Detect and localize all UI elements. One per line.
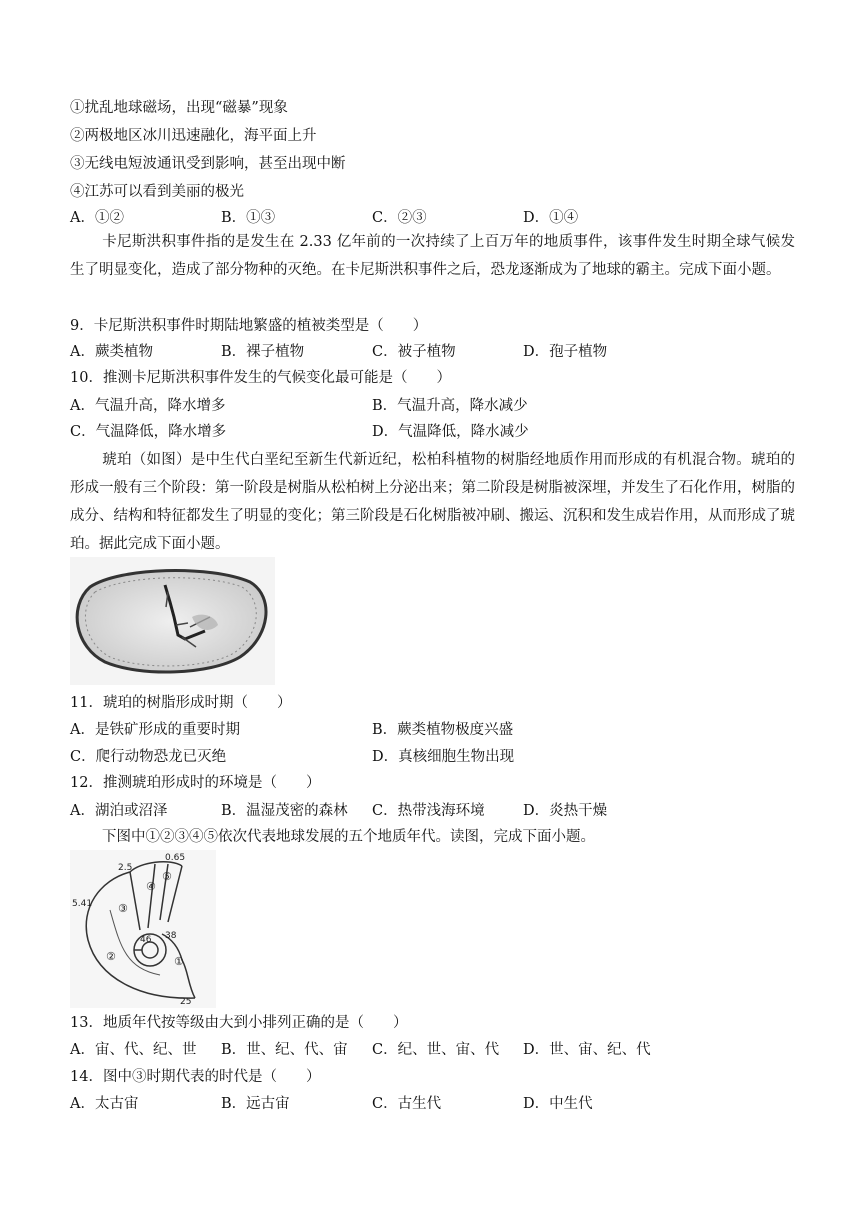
q12-option-a: A．湖泊或沼泽 bbox=[70, 803, 168, 819]
q8-option-c: C．②③ bbox=[372, 210, 427, 226]
q12-option-d: D．炎热干燥 bbox=[523, 803, 608, 819]
q11-option-c: C．爬行动物恐龙已灭绝 bbox=[70, 749, 227, 765]
q13-stem: 13．地质年代按等级由大到小排列正确的是（ ） bbox=[70, 1015, 408, 1031]
q8-item-2: ②两极地区冰川迅速融化，海平面上升 bbox=[70, 128, 317, 144]
q8-option-b: B．①③ bbox=[221, 210, 276, 226]
q8-option-d: D．①④ bbox=[523, 210, 579, 226]
geologic-spiral-figure bbox=[70, 850, 216, 1012]
spiral-era-5: ⑤ bbox=[162, 870, 172, 883]
q10-option-d: D．气温降低，降水减少 bbox=[372, 424, 529, 440]
q14-option-a: A．太古宙 bbox=[70, 1096, 139, 1112]
q10-option-b: B．气温升高，降水减少 bbox=[372, 398, 528, 414]
q11-option-d: D．真核细胞生物出现 bbox=[372, 749, 515, 765]
q13-option-c: C．纪、世、宙、代 bbox=[372, 1042, 500, 1058]
q10-option-c: C．气温降低，降水增多 bbox=[70, 424, 227, 440]
q8-item-3: ③无线电短波通讯受到影响，甚至出现中断 bbox=[70, 156, 346, 172]
spiral-label-2-5: 2.5 bbox=[118, 863, 133, 873]
q10-option-a: A．气温升高，降水增多 bbox=[70, 398, 226, 414]
q14-option-b: B．远古宙 bbox=[221, 1096, 290, 1112]
spiral-label-25: 25 bbox=[180, 997, 192, 1007]
spiral-label-5-41: 5.41 bbox=[72, 899, 93, 909]
q9-option-d: D．孢子植物 bbox=[523, 344, 608, 360]
q13-option-a: A．宙、代、纪、世 bbox=[70, 1042, 197, 1058]
q12-option-b: B．温湿茂密的森林 bbox=[221, 803, 348, 819]
spiral-era-4: ④ bbox=[146, 880, 156, 893]
passage-amber: 琥珀（如图）是中生代白垩纪至新生代新近纪，松柏科植物的树脂经地质作用而形成的有机混合物。琥珀的形成一般有三个阶段：第一阶段是树脂从松柏树上分泌出来；第二阶段是树脂被深埋，并发生了石化作用，树脂的成分、结构和特征都发生了明显的变化；第三阶段是石化树脂被冲刷、搬运、沉积和发生成岩作用，从而形成了琥珀。据此完成下面小题。 bbox=[70, 452, 795, 552]
q8-item-1: ①扰乱地球磁场，出现“磁暴”现象 bbox=[70, 100, 288, 116]
q11-stem: 11．琥珀的树脂形成时期（ ） bbox=[70, 695, 292, 711]
q9-stem: 9．卡尼斯洪积事件时期陆地繁盛的植被类型是（ ） bbox=[70, 318, 428, 334]
spiral-era-3: ③ bbox=[118, 902, 128, 915]
q14-option-d: D．中生代 bbox=[523, 1096, 593, 1112]
q11-option-a: A．是铁矿形成的重要时期 bbox=[70, 722, 240, 738]
q9-option-c: C．被子植物 bbox=[372, 344, 456, 360]
q9-option-b: B．裸子植物 bbox=[221, 344, 305, 360]
spiral-era-2: ② bbox=[106, 950, 116, 963]
q12-stem: 12．推测琥珀形成时的环境是（ ） bbox=[70, 775, 321, 791]
amber-figure bbox=[70, 557, 275, 689]
spiral-label-46: 46 bbox=[140, 935, 152, 945]
q14-stem: 14．图中③时期代表的时代是（ ） bbox=[70, 1069, 321, 1085]
spiral-label-0-65: 0.65 bbox=[165, 853, 186, 863]
spiral-label-38: 38 bbox=[165, 931, 177, 941]
passage-kanisi: 卡尼斯洪积事件指的是发生在 2.33 亿年前的一次持续了上百万年的地质事件，该事件发生时期全球气候发生了明显变化，造成了部分物种的灭绝。在卡尼斯洪积事件之后，恐龙逐渐成为了地球的霸主。完成下面小题。 bbox=[70, 234, 795, 278]
spiral-era-1: ① bbox=[174, 955, 184, 968]
q8-option-a: A．①② bbox=[70, 210, 124, 226]
q14-option-c: C．古生代 bbox=[372, 1096, 442, 1112]
q12-option-c: C．热带浅海环境 bbox=[372, 803, 485, 819]
q11-option-b: B．蕨类植物极度兴盛 bbox=[372, 722, 514, 738]
passage-spiral-intro: 下图中①②③④⑤依次代表地球发展的五个地质年代。读图，完成下面小题。 bbox=[102, 829, 595, 845]
q10-stem: 10．推测卡尼斯洪积事件发生的气候变化最可能是（ ） bbox=[70, 370, 451, 386]
q8-item-4: ④江苏可以看到美丽的极光 bbox=[70, 184, 244, 200]
q13-option-b: B．世、纪、代、宙 bbox=[221, 1042, 348, 1058]
q13-option-d: D．世、宙、纪、代 bbox=[523, 1042, 651, 1058]
q9-option-a: A．蕨类植物 bbox=[70, 344, 153, 360]
